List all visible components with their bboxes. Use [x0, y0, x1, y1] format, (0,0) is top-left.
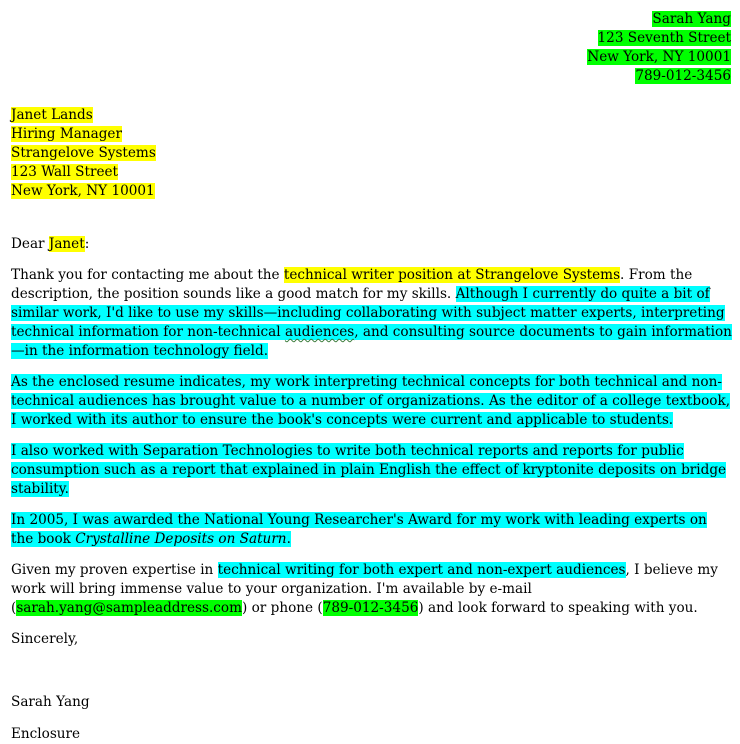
p3-text: I also worked with Separation Technologies to write both technical reports and reports for public consumption such as a report that explained in plain English the effect of kryptonite deposits on bridge stability. — [11, 443, 727, 497]
recipient-name: Janet Lands — [11, 107, 93, 123]
paragraph-separation — [11, 442, 733, 499]
letter-page — [11, 10, 733, 744]
p4-text-c: . — [286, 531, 291, 547]
enclosure-note: Enclosure — [11, 726, 81, 742]
p5-phone: 789-012-3456 — [322, 600, 419, 616]
salutation-prefix: Dear — [11, 236, 49, 252]
p1-skills: Although I currently do quite a bit of similar work, I'd like to use my skills—including collaborating with subject matter experts, interpreting technical information for non-technical — [11, 286, 725, 340]
recipient-address-block — [11, 106, 733, 201]
sender-city: New York, NY 10001 — [587, 49, 731, 65]
paragraph-intro — [11, 266, 733, 361]
salutation-name: Janet — [48, 236, 85, 252]
recipient-city: New York, NY 10001 — [11, 183, 155, 199]
salutation-suffix: : — [84, 236, 90, 252]
sender-name: Sarah Yang — [652, 11, 731, 27]
sender-street: 123 Seventh Street — [597, 30, 731, 46]
p5-email: sarah.yang@sampleaddress.com — [16, 600, 242, 616]
p1-tail: , and consulting source documents to gain information—in the information technology field. — [11, 324, 732, 359]
recipient-company: Strangelove Systems — [11, 145, 156, 161]
sender-address-block — [11, 10, 731, 86]
p1-audiences: audiences — [284, 324, 355, 340]
p2-text: As the enclosed resume indicates, my work interpreting technical concepts for both technical and non-technical audiences has brought value to a number of organizations. As the editor of a college textbook, I worked with its author to ensure the book's concepts were current and applicable to students. — [11, 374, 731, 428]
signature-name: Sarah Yang — [11, 694, 90, 710]
sender-phone: 789-012-3456 — [635, 68, 731, 84]
recipient-street: 123 Wall Street — [11, 164, 119, 180]
paragraph-award — [11, 511, 733, 549]
p4-text-a: In 2005, I was awarded the National Young Researcher's Award for my work with leading experts on the book — [11, 512, 707, 547]
p1-position: technical writer position at Strangelove Systems — [283, 267, 621, 283]
recipient-title: Hiring Manager — [11, 126, 122, 142]
p1-text-a: Thank you for contacting me about the — [11, 267, 284, 283]
closing: Sincerely, — [11, 631, 79, 647]
p5-text-e: ) or phone ( — [241, 600, 323, 616]
paragraph-closing — [11, 561, 733, 618]
salutation — [11, 235, 733, 254]
p4-book-title: Crystalline Deposits on Saturn — [75, 531, 287, 547]
p5-text-c: , I believe my work will bring immense value to your organization. I'm available by e-mail ( — [11, 562, 718, 616]
p1-text-c: . From the description, the position sounds like a good match for my skills. — [11, 267, 693, 302]
paragraph-resume — [11, 373, 733, 430]
p5-text-a: Given my proven expertise in — [11, 562, 218, 578]
p5-expertise: technical writing for both expert and non-expert audiences — [217, 562, 626, 578]
p5-text-g: ) and look forward to speaking with you. — [418, 600, 698, 616]
